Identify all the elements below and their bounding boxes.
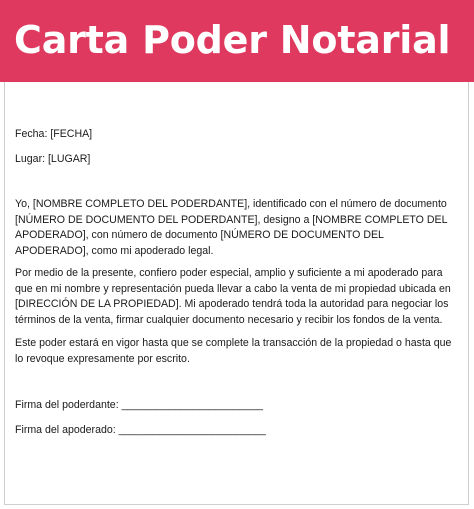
- paragraph-designation: Yo, [NOMBRE COMPLETO DEL PODERDANTE], identificado con el número de documento [NÚMERO DE DOCUMENTO DEL PODERDANTE], designo a [NOMBRE COMPLETO DEL APODERADO], con número de documento [NÚMERO DE DOCUMENTO DEL APODERADO], como mi apoderado legal.: [15, 198, 448, 257]
- attorney-signature-line: Firma del apoderado: _________________________: [15, 424, 266, 436]
- paragraph-powers: Por medio de la presente, confiero poder especial, amplio y suficiente a mi apoderado para que en mi nombre y representación pueda llevar a cabo la venta de mi propiedad ubicada en [DIRECCIÓN DE LA PROPIEDAD]. Mi apoderado tendrá toda la autoridad para negociar los términos de la venta, firmar cualquier documento necesario y recibir los fondos de la venta.: [15, 267, 451, 326]
- grantor-signature-line: Firma del poderdante: ________________________: [15, 399, 263, 411]
- page-title: Carta Poder Notarial: [14, 18, 451, 62]
- date-line: Fecha: [FECHA]: [15, 128, 93, 140]
- place-line: Lugar: [LUGAR]: [15, 153, 91, 165]
- paragraph-validity: Este poder estará en vigor hasta que se complete la transacción de la propiedad o hasta que lo revoque expresamente por escrito.: [15, 337, 452, 365]
- title-banner: [0, 0, 474, 82]
